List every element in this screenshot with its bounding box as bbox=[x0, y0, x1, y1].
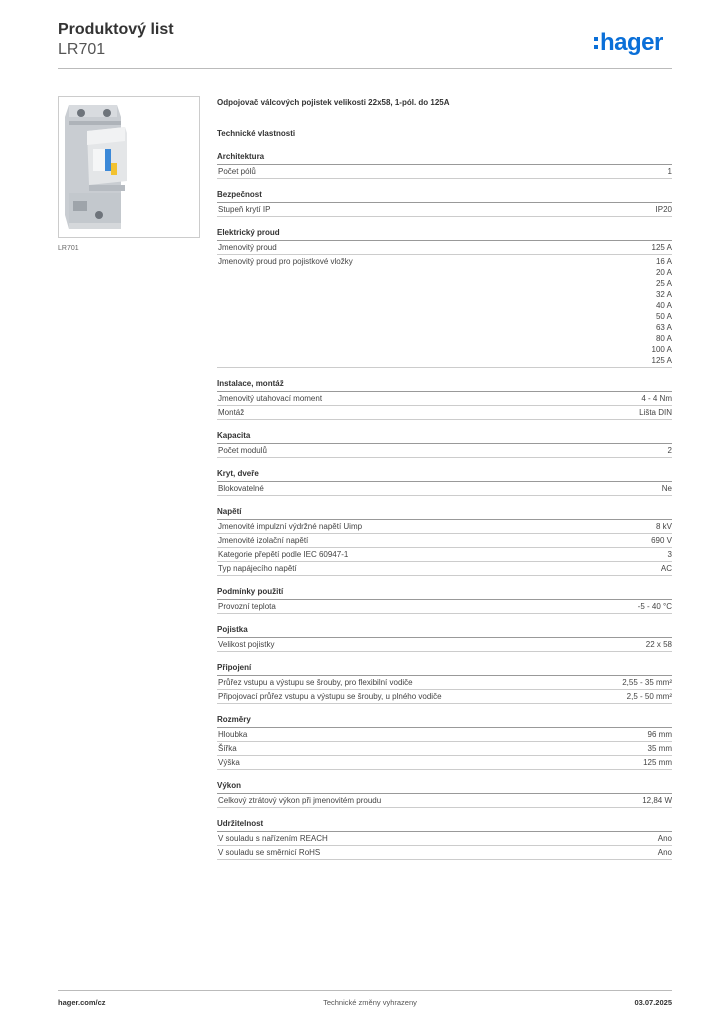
spec-section bbox=[217, 506, 672, 576]
spec-value: 32 A bbox=[655, 290, 672, 299]
section-title: Napětí bbox=[217, 506, 672, 520]
spec-value: Lišta DIN bbox=[639, 408, 672, 417]
spec-value: 50 A bbox=[655, 312, 672, 321]
section-title: Výkon bbox=[217, 780, 672, 794]
spec-row bbox=[217, 846, 672, 860]
spec-label: Jmenovitý proud pro pojistkové vložky bbox=[218, 257, 353, 266]
spec-row bbox=[217, 534, 672, 548]
technical-properties-heading: Technické vlastnosti bbox=[217, 129, 296, 138]
spec-row bbox=[217, 690, 672, 704]
spec-value: AC bbox=[660, 564, 672, 573]
spec-label: Průřez vstupu a výstupu se šrouby, pro flexibilní vodiče bbox=[218, 678, 413, 687]
spec-value: 20 A bbox=[655, 268, 672, 277]
footer-note: Technické změny vyhrazeny bbox=[323, 998, 417, 1007]
spec-section bbox=[217, 468, 672, 496]
spec-value: 16 A bbox=[655, 257, 672, 266]
spec-value: Ano bbox=[657, 848, 672, 857]
section-title: Architektura bbox=[217, 151, 672, 165]
section-title: Instalace, montáž bbox=[217, 378, 672, 392]
spec-row bbox=[217, 832, 672, 846]
spec-value-list bbox=[652, 256, 672, 366]
spec-section bbox=[217, 227, 672, 368]
spec-row bbox=[217, 638, 672, 652]
spec-row bbox=[217, 728, 672, 742]
spec-value: IP20 bbox=[655, 205, 672, 214]
product-description: Odpojovač válcových pojistek velikosti 22x58, 1-pól. do 125A bbox=[217, 98, 450, 107]
spec-row bbox=[217, 756, 672, 770]
fuse-disconnector-illustration bbox=[59, 97, 199, 237]
spec-row bbox=[217, 676, 672, 690]
spec-label: Celkový ztrátový výkon při jmenovitém proudu bbox=[218, 796, 382, 805]
spec-label: Stupeň krytí IP bbox=[218, 205, 271, 214]
spec-value: 3 bbox=[667, 550, 672, 559]
spec-label: Šířka bbox=[218, 744, 237, 753]
footer-divider bbox=[58, 990, 672, 991]
spec-value: 690 V bbox=[651, 536, 672, 545]
spec-label: Jmenovité impulzní výdržné napětí Uimp bbox=[218, 522, 363, 531]
section-title: Udržitelnost bbox=[217, 818, 672, 832]
spec-section bbox=[217, 624, 672, 652]
spec-row bbox=[217, 241, 672, 255]
spec-value: Ne bbox=[661, 484, 672, 493]
spec-value: 8 kV bbox=[655, 522, 672, 531]
logo-colon-icon bbox=[594, 37, 598, 49]
spec-value: 2,55 - 35 mm² bbox=[622, 678, 672, 687]
spec-label: Počet pólů bbox=[218, 167, 256, 176]
spec-row bbox=[217, 548, 672, 562]
spec-section bbox=[217, 662, 672, 704]
section-title: Pojistka bbox=[217, 624, 672, 638]
spec-value: 35 mm bbox=[647, 744, 672, 753]
document-title: Produktový list bbox=[58, 21, 174, 38]
spec-row bbox=[217, 255, 672, 368]
spec-value: 100 A bbox=[651, 345, 672, 354]
spec-label: Jmenovité izolační napětí bbox=[218, 536, 309, 545]
spec-section bbox=[217, 586, 672, 614]
spec-value: 125 mm bbox=[643, 758, 672, 767]
spec-row bbox=[217, 203, 672, 217]
spec-label: Velikost pojistky bbox=[218, 640, 275, 649]
spec-label: Typ napájecího napětí bbox=[218, 564, 297, 573]
spec-row bbox=[217, 794, 672, 808]
section-title: Kapacita bbox=[217, 430, 672, 444]
spec-value: 2 bbox=[667, 446, 672, 455]
spec-label: Připojovací průřez vstupu a výstupu se šrouby, u plného vodiče bbox=[218, 692, 442, 701]
spec-section bbox=[217, 151, 672, 179]
spec-label: Jmenovitý proud bbox=[218, 243, 277, 252]
spec-row bbox=[217, 482, 672, 496]
spec-value: Ano bbox=[657, 834, 672, 843]
spec-label: Počet modulů bbox=[218, 446, 267, 455]
footer-date: 03.07.2025 bbox=[634, 998, 672, 1007]
spec-label: Hloubka bbox=[218, 730, 248, 739]
spec-row bbox=[217, 392, 672, 406]
spec-row bbox=[217, 406, 672, 420]
spec-label: V souladu s nařízením REACH bbox=[218, 834, 328, 843]
section-title: Rozměry bbox=[217, 714, 672, 728]
spec-row bbox=[217, 600, 672, 614]
spec-label: Jmenovitý utahovací moment bbox=[218, 394, 323, 403]
spec-section bbox=[217, 780, 672, 808]
spec-section bbox=[217, 714, 672, 770]
spec-section bbox=[217, 189, 672, 217]
spec-label: Montáž bbox=[218, 408, 245, 417]
spec-section bbox=[217, 378, 672, 420]
header-divider bbox=[58, 68, 672, 69]
spec-label: Provozní teplota bbox=[218, 602, 276, 611]
footer-website: hager.com/cz bbox=[58, 998, 106, 1007]
spec-value: 25 A bbox=[655, 279, 672, 288]
spec-value: 4 - 4 Nm bbox=[641, 394, 672, 403]
spec-value: 96 mm bbox=[647, 730, 672, 739]
logo-text: hager bbox=[600, 29, 663, 56]
photo-caption: LR701 bbox=[58, 245, 79, 252]
spec-value: 63 A bbox=[655, 323, 672, 332]
spec-row bbox=[217, 562, 672, 576]
spec-row bbox=[217, 742, 672, 756]
specifications bbox=[217, 96, 672, 860]
product-code: LR701 bbox=[58, 41, 106, 58]
spec-value: 1 bbox=[667, 167, 672, 176]
spec-value: 80 A bbox=[655, 334, 672, 343]
section-title: Kryt, dveře bbox=[217, 468, 672, 482]
spec-section bbox=[217, 430, 672, 458]
spec-label: V souladu se směrnicí RoHS bbox=[218, 848, 321, 857]
section-title: Elektrický proud bbox=[217, 227, 672, 241]
spec-row bbox=[217, 520, 672, 534]
spec-value: 22 x 58 bbox=[645, 640, 672, 649]
spec-value: 2,5 - 50 mm² bbox=[626, 692, 672, 701]
footer bbox=[58, 998, 672, 1007]
spec-label: Výška bbox=[218, 758, 240, 767]
spec-value: 125 A bbox=[651, 243, 672, 252]
section-title: Připojení bbox=[217, 662, 672, 676]
section-title: Podmínky použití bbox=[217, 586, 672, 600]
spec-row bbox=[217, 444, 672, 458]
spec-value: 12,84 W bbox=[642, 796, 672, 805]
section-title: Bezpečnost bbox=[217, 189, 672, 203]
spec-sections bbox=[217, 151, 672, 860]
product-image bbox=[58, 96, 200, 238]
spec-row bbox=[217, 165, 672, 179]
hager-logo bbox=[594, 27, 663, 59]
spec-value: 40 A bbox=[655, 301, 672, 310]
spec-label: Kategorie přepětí podle IEC 60947-1 bbox=[218, 550, 349, 559]
document-header bbox=[58, 20, 174, 60]
spec-label: Blokovatelné bbox=[218, 484, 264, 493]
spec-value: 125 A bbox=[651, 356, 672, 365]
spec-section bbox=[217, 818, 672, 860]
spec-value: -5 - 40 °C bbox=[637, 602, 672, 611]
